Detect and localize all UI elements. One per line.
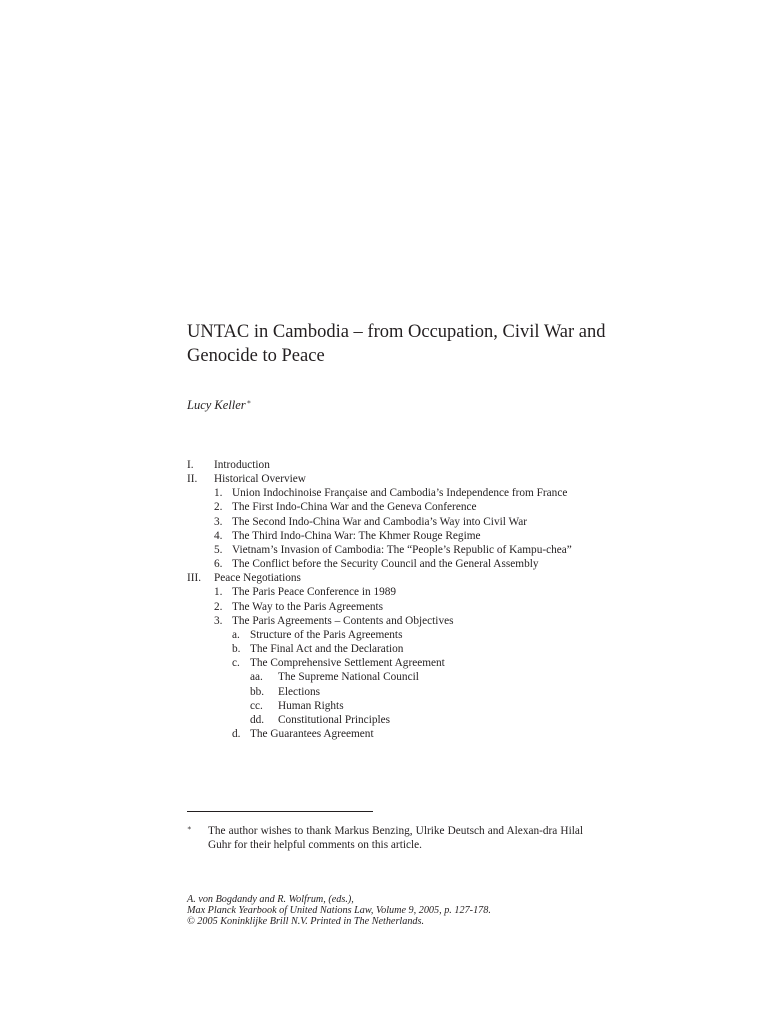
- footnote-mark: ∗: [187, 824, 192, 832]
- toc-entry-number: bb.: [250, 685, 265, 698]
- toc-entry: [187, 543, 583, 557]
- toc-entry: [187, 685, 583, 699]
- toc-entry-title: The Paris Peace Conference in 1989: [232, 586, 397, 599]
- author-line: [187, 398, 251, 413]
- toc-entry-title: The Comprehensive Settlement Agreement: [250, 657, 445, 670]
- toc-entry-number: I.: [187, 459, 194, 471]
- toc-entry-title: The Way to the Paris Agreements: [232, 600, 384, 613]
- toc-entry-number: 3.: [214, 515, 223, 528]
- toc-entry-number: d.: [232, 727, 241, 740]
- toc-entry-title: Human Rights: [278, 699, 344, 712]
- toc-entry-title: Peace Negotiations: [214, 572, 301, 585]
- toc-entry-number: II.: [187, 473, 198, 486]
- toc-entry-number: 5.: [214, 543, 223, 556]
- toc-entry-number: b.: [232, 643, 241, 656]
- toc-entry-number: 3.: [214, 614, 223, 627]
- toc-entry-number: dd.: [250, 713, 265, 726]
- toc-entry: [187, 713, 583, 727]
- toc-entry-title: Historical Overview: [214, 473, 306, 486]
- toc-entry-title: The Paris Agreements – Contents and Objectives: [232, 614, 454, 627]
- toc-entry: [187, 628, 583, 642]
- toc-entry-number: 2.: [214, 501, 223, 514]
- imprint-editors: A. von Bogdandy and R. Wolfrum, (eds.),: [187, 894, 354, 905]
- toc-entry: [187, 571, 583, 585]
- toc-entry-number: a.: [232, 628, 240, 641]
- toc-entry-number: 6.: [214, 558, 223, 571]
- toc-entry: [187, 472, 583, 486]
- toc-entry-number: 2.: [214, 600, 223, 613]
- toc-entry-title: The First Indo-China War and the Geneva Conference: [232, 501, 477, 514]
- toc-entry-title: Structure of the Paris Agreements: [250, 628, 403, 641]
- toc-entry-title: Elections: [278, 685, 321, 698]
- toc-entry: [187, 600, 583, 614]
- toc-entry-title: The Final Act and the Declaration: [250, 643, 404, 656]
- toc-entry-title: Introduction: [214, 459, 270, 471]
- table-of-contents: [187, 458, 583, 741]
- toc-entry: [187, 670, 583, 684]
- toc-entry: [187, 458, 583, 472]
- publication-imprint: [187, 895, 491, 927]
- toc-entry-title: The Second Indo-China War and Cambodia’s Way into Civil War: [232, 515, 528, 528]
- imprint-journal: Max Planck Yearbook of United Nations Law, Volume 9, 2005, p. 127-178.: [187, 904, 491, 916]
- toc-entry-title: Vietnam’s Invasion of Cambodia: The “People’s Republic of Kampu-chea”: [232, 543, 572, 556]
- toc-entry-number: III.: [187, 572, 202, 585]
- footnote: [187, 824, 583, 852]
- toc-entry-number: c.: [232, 657, 240, 670]
- toc-entry-number: cc.: [250, 699, 263, 712]
- toc-entry: [187, 642, 583, 656]
- toc-entry-title: The Guarantees Agreement: [250, 727, 374, 740]
- toc-entry-title: The Third Indo-China War: The Khmer Rouge Regime: [232, 529, 481, 542]
- toc-entry-title: The Conflict before the Security Council and the General Assembly: [232, 558, 539, 571]
- toc-entry: [187, 515, 583, 529]
- toc-entry: [187, 500, 583, 514]
- footnote-text: The author wishes to thank Markus Benzing, Ulrike Deutsch and Alexan-dra Hilal Guhr for their helpful comments on this article.: [208, 825, 583, 852]
- toc-entry: [187, 699, 583, 713]
- author-name: Lucy Keller: [187, 398, 246, 412]
- toc-entry: [187, 557, 583, 571]
- toc-entry-number: 1.: [214, 487, 223, 500]
- toc-entry: [187, 727, 583, 741]
- toc-entry-number: 1.: [214, 586, 223, 599]
- toc-entry-number: 4.: [214, 529, 223, 542]
- toc-entry: [187, 656, 583, 670]
- toc-entry-title: Constitutional Principles: [278, 713, 391, 726]
- toc-entry: [187, 614, 583, 628]
- author-footnote-mark: ∗: [246, 398, 252, 406]
- footnote-separator: [187, 811, 373, 812]
- toc-entry-title: Union Indochinoise Française and Cambodia’s Independence from France: [232, 487, 568, 500]
- toc-entry-number: aa.: [250, 671, 263, 684]
- toc-entry: [187, 529, 583, 543]
- toc-entry: [187, 486, 583, 500]
- toc-entry-title: The Supreme National Council: [278, 671, 419, 684]
- toc-entry: [187, 585, 583, 599]
- article-title: UNTAC in Cambodia – from Occupation, Civil War and Genocide to Peace: [187, 322, 606, 366]
- imprint-copyright: © 2005 Koninklijke Brill N.V. Printed in The Netherlands.: [187, 915, 425, 927]
